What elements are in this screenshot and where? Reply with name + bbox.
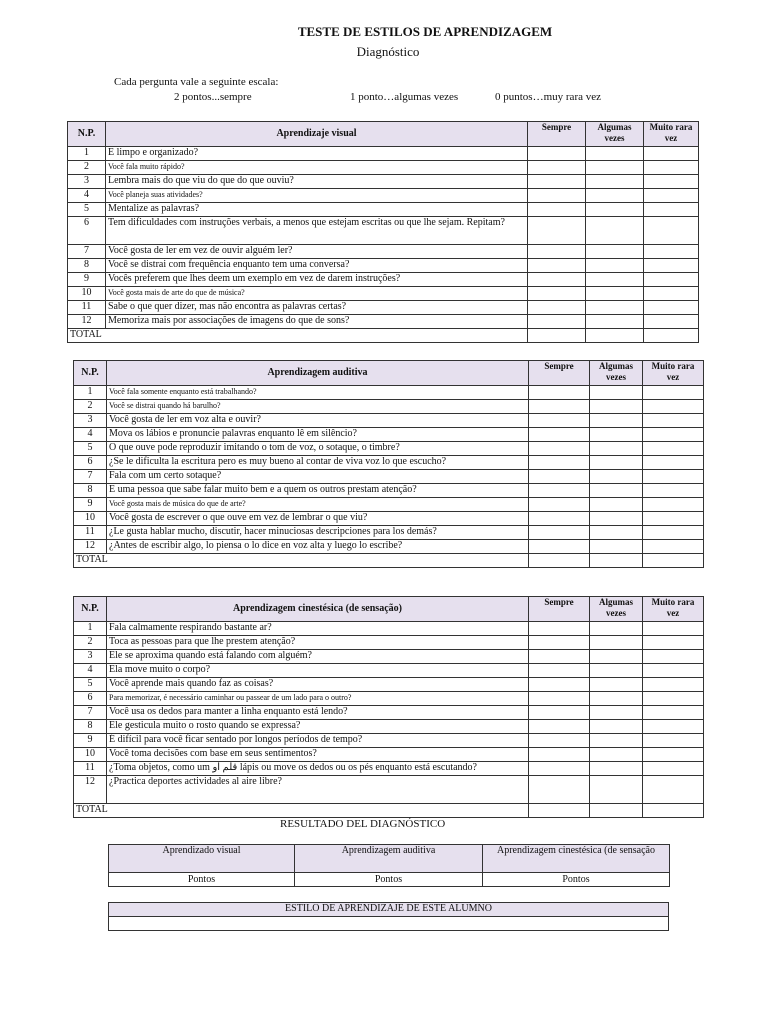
question-row (68, 245, 699, 259)
answer-cell-sometimes[interactable] (590, 748, 643, 762)
answer-cell-rarely[interactable] (644, 273, 699, 287)
question-number: 5 (68, 203, 106, 217)
answer-cell-rarely[interactable] (643, 734, 704, 748)
answer-cell-sometimes[interactable] (590, 706, 643, 720)
answer-cell-rarely[interactable] (644, 217, 699, 245)
column-header-always: Sempre (529, 597, 590, 622)
section-heading: Aprendizagem cinestésica (de sensação) (107, 597, 529, 622)
question-number: 9 (68, 273, 106, 287)
answer-cell-always[interactable] (528, 259, 586, 273)
answer-cell-always[interactable] (529, 400, 590, 414)
question-text: ¿Antes de escribir algo, lo piensa o lo dice en voz alta y luego lo escribe? (107, 540, 529, 554)
answer-cell-sometimes[interactable] (586, 217, 644, 245)
answer-cell-sometimes[interactable] (590, 540, 643, 554)
question-text: Mova os lábios e pronuncie palavras enquanto lê em silêncio? (107, 428, 529, 442)
question-text: ¿Toma objetos, como um قلم أو lápis ou move os dedos ou os pés enquanto está escutando? (107, 762, 529, 776)
answer-cell-always[interactable] (528, 217, 586, 245)
question-number: 1 (68, 147, 106, 161)
question-text: Fala calmamente respirando bastante ar? (107, 622, 529, 636)
question-text: ¿Se le dificulta la escritura pero es muy bueno al contar de viva voz lo que escucho? (107, 456, 529, 470)
answer-cell-sometimes[interactable] (590, 512, 643, 526)
question-number: 9 (74, 734, 107, 748)
total-cell-rarely[interactable] (643, 804, 704, 818)
answer-cell-rarely[interactable] (644, 189, 699, 203)
scale-rarely: 0 puntos…muy rara vez (495, 91, 601, 103)
question-text: ¿Practica deportes actividades al aire libre? (107, 776, 529, 804)
answer-cell-rarely[interactable] (644, 259, 699, 273)
answer-cell-always[interactable] (529, 414, 590, 428)
question-row (68, 273, 699, 287)
answer-cell-rarely[interactable] (643, 622, 704, 636)
answer-cell-always[interactable] (528, 315, 586, 329)
answer-cell-rarely[interactable] (643, 762, 704, 776)
learning-style-label: ESTILO DE APRENDIZAJE DE ESTE ALUMNO (109, 903, 669, 917)
answer-cell-always[interactable] (529, 692, 590, 706)
answer-cell-sometimes[interactable] (590, 734, 643, 748)
question-number: 7 (74, 706, 107, 720)
answer-cell-rarely[interactable] (643, 540, 704, 554)
question-text: Ele se aproxima quando está falando com alguém? (107, 650, 529, 664)
question-number: 11 (74, 526, 107, 540)
question-number: 6 (68, 217, 106, 245)
question-number: 5 (74, 442, 107, 456)
answer-cell-sometimes[interactable] (590, 664, 643, 678)
answer-cell-rarely[interactable] (643, 456, 704, 470)
answer-cell-sometimes[interactable] (590, 442, 643, 456)
question-text: Para memorizar, é necessário caminhar ou passear de um lado para o outro? (107, 692, 529, 706)
question-row (68, 287, 699, 301)
answer-cell-sometimes[interactable] (590, 484, 643, 498)
question-text: Mentalize as palavras? (106, 203, 528, 217)
column-header-rarely: Muito rara vez (643, 361, 704, 386)
question-number: 6 (74, 692, 107, 706)
result-header-auditory: Aprendizagem auditiva (295, 845, 483, 873)
question-row (74, 720, 704, 734)
answer-cell-always[interactable] (528, 203, 586, 217)
total-cell-always[interactable] (528, 329, 586, 343)
page-title: TESTE DE ESTILOS DE APRENDIZAGEM (297, 24, 553, 39)
learning-style-table (108, 902, 669, 931)
question-text: Sabe o que quer dizer, mas não encontra as palavras certas? (106, 301, 528, 315)
answer-cell-always[interactable] (529, 456, 590, 470)
answer-cell-sometimes[interactable] (586, 161, 644, 175)
question-number: 10 (74, 748, 107, 762)
answer-cell-rarely[interactable] (643, 442, 704, 456)
question-row (68, 161, 699, 175)
total-cell-rarely[interactable] (643, 554, 704, 568)
answer-cell-sometimes[interactable] (590, 762, 643, 776)
learning-style-value[interactable] (109, 917, 669, 931)
answer-cell-rarely[interactable] (643, 414, 704, 428)
result-title: RESULTADO DEL DIAGNÓSTICO (280, 818, 446, 830)
answer-cell-always[interactable] (529, 470, 590, 484)
answer-cell-always[interactable] (528, 189, 586, 203)
answer-cell-sometimes[interactable] (586, 175, 644, 189)
answer-cell-sometimes[interactable] (590, 386, 643, 400)
answer-cell-always[interactable] (529, 706, 590, 720)
question-text: Você gosta de ler em vez de ouvir alguém ler? (106, 245, 528, 259)
question-text: Você gosta mais de música do que de arte? (107, 498, 529, 512)
answer-cell-always[interactable] (529, 526, 590, 540)
answer-cell-rarely[interactable] (643, 664, 704, 678)
section-heading: Aprendizagem auditiva (107, 361, 529, 386)
question-text: É difícil para você ficar sentado por longos períodos de tempo? (107, 734, 529, 748)
questionnaire-table-3 (73, 596, 704, 818)
question-row (68, 259, 699, 273)
answer-cell-always[interactable] (529, 512, 590, 526)
question-number: 8 (74, 720, 107, 734)
answer-cell-rarely[interactable] (643, 498, 704, 512)
total-cell-always[interactable] (529, 804, 590, 818)
question-number: 12 (74, 540, 107, 554)
question-number: 3 (74, 650, 107, 664)
answer-cell-always[interactable] (529, 650, 590, 664)
questionnaire-table-2 (73, 360, 704, 568)
question-row (74, 762, 704, 776)
question-row (74, 540, 704, 554)
question-text: Você aprende mais quando faz as coisas? (107, 678, 529, 692)
question-number: 8 (74, 484, 107, 498)
total-cell-sometimes[interactable] (590, 554, 643, 568)
answer-cell-always[interactable] (529, 678, 590, 692)
total-label: TOTAL (74, 554, 529, 568)
answer-cell-sometimes[interactable] (586, 273, 644, 287)
question-number: 4 (74, 428, 107, 442)
answer-cell-always[interactable] (529, 762, 590, 776)
question-text: Você gosta mais de arte do que de música? (106, 287, 528, 301)
answer-cell-always[interactable] (529, 776, 590, 804)
answer-cell-sometimes[interactable] (590, 650, 643, 664)
answer-cell-rarely[interactable] (643, 678, 704, 692)
question-number: 1 (74, 386, 107, 400)
question-text: Você fala somente enquanto está trabalhando? (107, 386, 529, 400)
total-cell-sometimes[interactable] (590, 804, 643, 818)
answer-cell-sometimes[interactable] (586, 287, 644, 301)
answer-cell-rarely[interactable] (643, 386, 704, 400)
question-text: Você fala muito rápido? (106, 161, 528, 175)
question-row (74, 526, 704, 540)
answer-cell-rarely[interactable] (643, 636, 704, 650)
question-row (68, 217, 699, 245)
question-row (74, 706, 704, 720)
answer-cell-always[interactable] (529, 734, 590, 748)
question-number: 10 (68, 287, 106, 301)
result-header-kinesthetic: Aprendizagem cinestésica (de sensação (483, 845, 670, 873)
result-points-auditory: Pontos (295, 873, 483, 887)
question-row (74, 636, 704, 650)
answer-cell-sometimes[interactable] (590, 720, 643, 734)
question-number: 12 (74, 776, 107, 804)
answer-cell-sometimes[interactable] (586, 315, 644, 329)
answer-cell-rarely[interactable] (644, 203, 699, 217)
answer-cell-rarely[interactable] (644, 175, 699, 189)
question-row (68, 203, 699, 217)
answer-cell-sometimes[interactable] (590, 776, 643, 804)
answer-cell-always[interactable] (528, 175, 586, 189)
question-text: Lembra mais do que viu do que do que ouviu? (106, 175, 528, 189)
answer-cell-always[interactable] (528, 273, 586, 287)
question-text: Você gosta de escrever o que ouve em vez de lembrar o que viu? (107, 512, 529, 526)
answer-cell-sometimes[interactable] (586, 147, 644, 161)
answer-cell-rarely[interactable] (643, 512, 704, 526)
answer-cell-rarely[interactable] (644, 147, 699, 161)
answer-cell-rarely[interactable] (643, 706, 704, 720)
question-row (68, 189, 699, 203)
answer-cell-sometimes[interactable] (590, 622, 643, 636)
question-row (74, 776, 704, 804)
question-number: 4 (68, 189, 106, 203)
question-row (74, 442, 704, 456)
answer-cell-sometimes[interactable] (590, 692, 643, 706)
scale-intro: Cada pergunta vale a seguinte escala: (114, 76, 279, 88)
answer-cell-always[interactable] (529, 622, 590, 636)
question-number: 7 (68, 245, 106, 259)
answer-cell-always[interactable] (528, 301, 586, 315)
answer-cell-sometimes[interactable] (590, 678, 643, 692)
question-row (74, 650, 704, 664)
question-number: 5 (74, 678, 107, 692)
column-header-always: Sempre (529, 361, 590, 386)
answer-cell-always[interactable] (529, 484, 590, 498)
question-text: O que ouve pode reproduzir imitando o tom de voz, o sotaque, o timbre? (107, 442, 529, 456)
total-cell-always[interactable] (529, 554, 590, 568)
answer-cell-always[interactable] (528, 287, 586, 301)
total-label: TOTAL (68, 329, 528, 343)
answer-cell-sometimes[interactable] (590, 636, 643, 650)
total-cell-rarely[interactable] (644, 329, 699, 343)
question-row (74, 484, 704, 498)
question-number: 2 (74, 400, 107, 414)
answer-cell-always[interactable] (529, 386, 590, 400)
column-header-np: N.P. (74, 597, 107, 622)
answer-cell-sometimes[interactable] (590, 400, 643, 414)
question-number: 6 (74, 456, 107, 470)
answer-cell-sometimes[interactable] (590, 470, 643, 484)
column-header-rarely: Muito rara vez (643, 597, 704, 622)
column-header-sometimes: Algumas vezes (586, 122, 644, 147)
result-points-kinesthetic: Pontos (483, 873, 670, 887)
answer-cell-rarely[interactable] (643, 748, 704, 762)
question-row (68, 315, 699, 329)
answer-cell-always[interactable] (529, 636, 590, 650)
question-text: E uma pessoa que sabe falar muito bem e a quem os outros prestam atenção? (107, 484, 529, 498)
answer-cell-sometimes[interactable] (590, 526, 643, 540)
answer-cell-always[interactable] (529, 498, 590, 512)
question-number: 3 (68, 175, 106, 189)
answer-cell-always[interactable] (529, 748, 590, 762)
question-row (74, 692, 704, 706)
question-row (74, 470, 704, 484)
scale-sometimes: 1 ponto…algumas vezes (350, 91, 459, 103)
answer-cell-rarely[interactable] (643, 470, 704, 484)
answer-cell-rarely[interactable] (643, 776, 704, 804)
question-text: E limpo e organizado? (106, 147, 528, 161)
question-number: 7 (74, 470, 107, 484)
answer-cell-always[interactable] (528, 147, 586, 161)
column-header-np: N.P. (74, 361, 107, 386)
question-row (68, 175, 699, 189)
question-text: Memoriza mais por associações de imagens do que de sons? (106, 315, 528, 329)
answer-cell-rarely[interactable] (643, 400, 704, 414)
question-number: 1 (74, 622, 107, 636)
question-text: Você se distrai com frequência enquanto tem uma conversa? (106, 259, 528, 273)
question-text: Vocês preferem que lhes deem um exemplo em vez de darem instruções? (106, 273, 528, 287)
scale-always: 2 pontos...sempre (174, 91, 252, 103)
question-number: 3 (74, 414, 107, 428)
column-header-sometimes: Algumas vezes (590, 597, 643, 622)
question-text: Ela move muito o corpo? (107, 664, 529, 678)
question-row (74, 734, 704, 748)
questionnaire-table-1 (67, 121, 699, 343)
column-header-rarely: Muito rara vez (644, 122, 699, 147)
answer-cell-rarely[interactable] (644, 315, 699, 329)
question-row (74, 428, 704, 442)
answer-cell-sometimes[interactable] (586, 189, 644, 203)
answer-cell-rarely[interactable] (644, 301, 699, 315)
answer-cell-always[interactable] (529, 442, 590, 456)
column-header-np: N.P. (68, 122, 106, 147)
answer-cell-rarely[interactable] (644, 161, 699, 175)
question-text: Fala com um certo sotaque? (107, 470, 529, 484)
question-text: Você planeja suas atividades? (106, 189, 528, 203)
question-row (74, 400, 704, 414)
question-text: Toca as pessoas para que lhe prestem atenção? (107, 636, 529, 650)
result-points-visual: Pontos (109, 873, 295, 887)
answer-cell-rarely[interactable] (643, 650, 704, 664)
answer-cell-rarely[interactable] (644, 287, 699, 301)
question-row (74, 386, 704, 400)
answer-cell-sometimes[interactable] (586, 301, 644, 315)
question-number: 9 (74, 498, 107, 512)
question-text: Você usa os dedos para manter a linha enquanto está lendo? (107, 706, 529, 720)
section-heading: Aprendizaje visual (106, 122, 528, 147)
answer-cell-sometimes[interactable] (590, 414, 643, 428)
question-row (74, 456, 704, 470)
answer-cell-rarely[interactable] (643, 484, 704, 498)
result-table (108, 844, 670, 887)
total-cell-sometimes[interactable] (586, 329, 644, 343)
question-row (74, 664, 704, 678)
answer-cell-sometimes[interactable] (586, 203, 644, 217)
answer-cell-rarely[interactable] (644, 245, 699, 259)
answer-cell-sometimes[interactable] (590, 428, 643, 442)
page-subtitle: Diagnóstico (356, 44, 420, 59)
question-number: 8 (68, 259, 106, 273)
question-number: 10 (74, 512, 107, 526)
question-row (74, 414, 704, 428)
answer-cell-rarely[interactable] (643, 692, 704, 706)
result-header-visual: Aprendizado visual (109, 845, 295, 873)
question-number: 12 (68, 315, 106, 329)
answer-cell-always[interactable] (528, 245, 586, 259)
answer-cell-sometimes[interactable] (586, 259, 644, 273)
question-number: 2 (74, 636, 107, 650)
question-row (74, 748, 704, 762)
answer-cell-always[interactable] (528, 161, 586, 175)
question-row (74, 512, 704, 526)
question-row (74, 622, 704, 636)
question-number: 2 (68, 161, 106, 175)
answer-cell-sometimes[interactable] (586, 245, 644, 259)
question-text: Você toma decisões com base em seus sentimentos? (107, 748, 529, 762)
answer-cell-always[interactable] (529, 428, 590, 442)
column-header-sometimes: Algumas vezes (590, 361, 643, 386)
question-row (74, 498, 704, 512)
question-text: Tem dificuldades com instruções verbais, a menos que estejam escritas ou que lhe sejam. Repitam? (106, 217, 528, 245)
question-row (74, 678, 704, 692)
answer-cell-always[interactable] (529, 540, 590, 554)
question-text: ¿Le gusta hablar mucho, discutir, hacer minuciosas descripciones para los demás? (107, 526, 529, 540)
answer-cell-rarely[interactable] (643, 428, 704, 442)
answer-cell-always[interactable] (529, 664, 590, 678)
question-text: Você gosta de ler em voz alta e ouvir? (107, 414, 529, 428)
question-number: 11 (74, 762, 107, 776)
answer-cell-sometimes[interactable] (590, 456, 643, 470)
question-number: 11 (68, 301, 106, 315)
question-number: 4 (74, 664, 107, 678)
column-header-always: Sempre (528, 122, 586, 147)
total-label: TOTAL (74, 804, 529, 818)
question-row (68, 301, 699, 315)
answer-cell-always[interactable] (529, 720, 590, 734)
question-row (68, 147, 699, 161)
answer-cell-rarely[interactable] (643, 526, 704, 540)
answer-cell-rarely[interactable] (643, 720, 704, 734)
question-text: Você se distrai quando há barulho? (107, 400, 529, 414)
question-text: Ele gesticula muito o rosto quando se expressa? (107, 720, 529, 734)
answer-cell-sometimes[interactable] (590, 498, 643, 512)
